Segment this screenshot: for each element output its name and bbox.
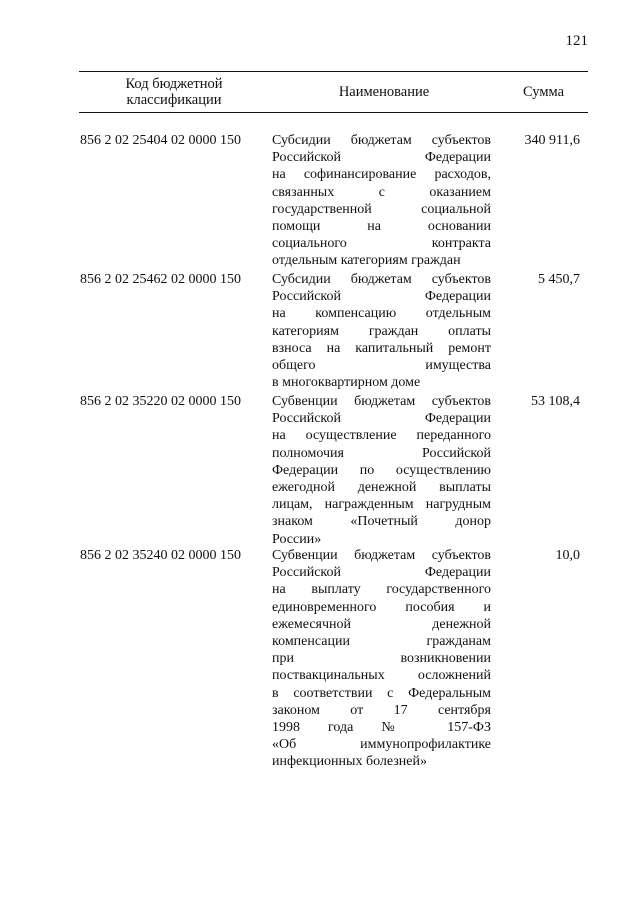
item-name-line: взноса на капитальный ремонт — [272, 340, 491, 356]
item-name-line: на софинансирование расходов, — [272, 167, 491, 183]
column-header-name: Наименование — [338, 84, 430, 100]
item-name-line: 1998 года № 157-ФЗ — [272, 719, 491, 735]
item-name-line: полномочия Российской — [272, 445, 491, 461]
amount: 340 911,6 — [524, 133, 580, 148]
item-name-line: «Об иммунопрофилактике — [272, 737, 491, 753]
item-name-line: Федерации по осуществлению — [272, 462, 491, 478]
page-number: 121 — [565, 33, 588, 49]
item-name-line: в соответствии с Федеральным — [272, 685, 491, 701]
item-name — [272, 271, 491, 391]
amount: 5 450,7 — [538, 272, 580, 287]
item-name-line: единовременного пособия и — [272, 599, 491, 615]
item-name-line: России» — [272, 531, 322, 547]
item-name-line: ежемесячной денежной — [272, 616, 491, 632]
item-name-line: знаком «Почетный донор — [272, 514, 491, 530]
amount: 53 108,4 — [531, 394, 580, 409]
item-name-line: инфекционных болезней» — [272, 754, 427, 770]
item-name-line: Российской Федерации — [272, 289, 491, 305]
item-name-line: поствакцинальных осложнений — [272, 668, 491, 684]
column-header-code — [79, 72, 269, 112]
item-name-line: при возникновении — [272, 651, 491, 667]
item-name-line: общего имущества — [272, 357, 491, 373]
budget-code: 856 2 02 35220 02 0000 150 — [80, 394, 241, 409]
item-name — [272, 393, 491, 548]
item-name-line: Субвенции бюджетам субъектов — [272, 394, 491, 409]
item-name-line: на осуществление переданного — [272, 428, 491, 444]
budget-code: 856 2 02 35240 02 0000 150 — [80, 548, 241, 563]
item-name-line: Субвенции бюджетам субъектов — [272, 548, 491, 563]
item-name-line: помощи на основании — [272, 218, 491, 234]
item-name — [272, 132, 491, 270]
item-name-line: социального контракта — [272, 236, 491, 252]
budget-code: 856 2 02 25404 02 0000 150 — [80, 133, 241, 148]
item-name-line: на выплату государственного — [272, 582, 491, 598]
item-name-line: Субсидии бюджетам субъектов — [272, 272, 491, 287]
item-name-line: законом от 17 сентября — [272, 702, 491, 718]
table-header — [79, 71, 588, 113]
column-header-code-line: Код бюджетной — [125, 76, 223, 92]
item-name-line: государственной социальной — [272, 201, 491, 217]
item-name-line: ежегодной денежной выплаты — [272, 479, 491, 495]
column-header-sum: Сумма — [522, 84, 565, 100]
amount: 10,0 — [555, 548, 580, 563]
item-name — [272, 547, 491, 770]
item-name-line: связанных с оказанием — [272, 184, 491, 200]
item-name-line: на компенсацию отдельным — [272, 306, 491, 322]
item-name-line: в многоквартирном доме — [272, 375, 421, 391]
item-name-line: Российской Федерации — [272, 150, 491, 166]
budget-code: 856 2 02 25462 02 0000 150 — [80, 272, 241, 287]
item-name-line: Субсидии бюджетам субъектов — [272, 133, 491, 148]
item-name-line: отдельным категориям граждан — [272, 253, 461, 269]
item-name-line: Российской Федерации — [272, 565, 491, 581]
item-name-line: категориям граждан оплаты — [272, 323, 491, 339]
item-name-line: Российской Федерации — [272, 411, 491, 427]
item-name-line: лицам, награжденным нагрудным — [272, 497, 491, 513]
item-name-line: компенсации гражданам — [272, 633, 491, 649]
column-header-code-line: классификации — [126, 92, 222, 108]
